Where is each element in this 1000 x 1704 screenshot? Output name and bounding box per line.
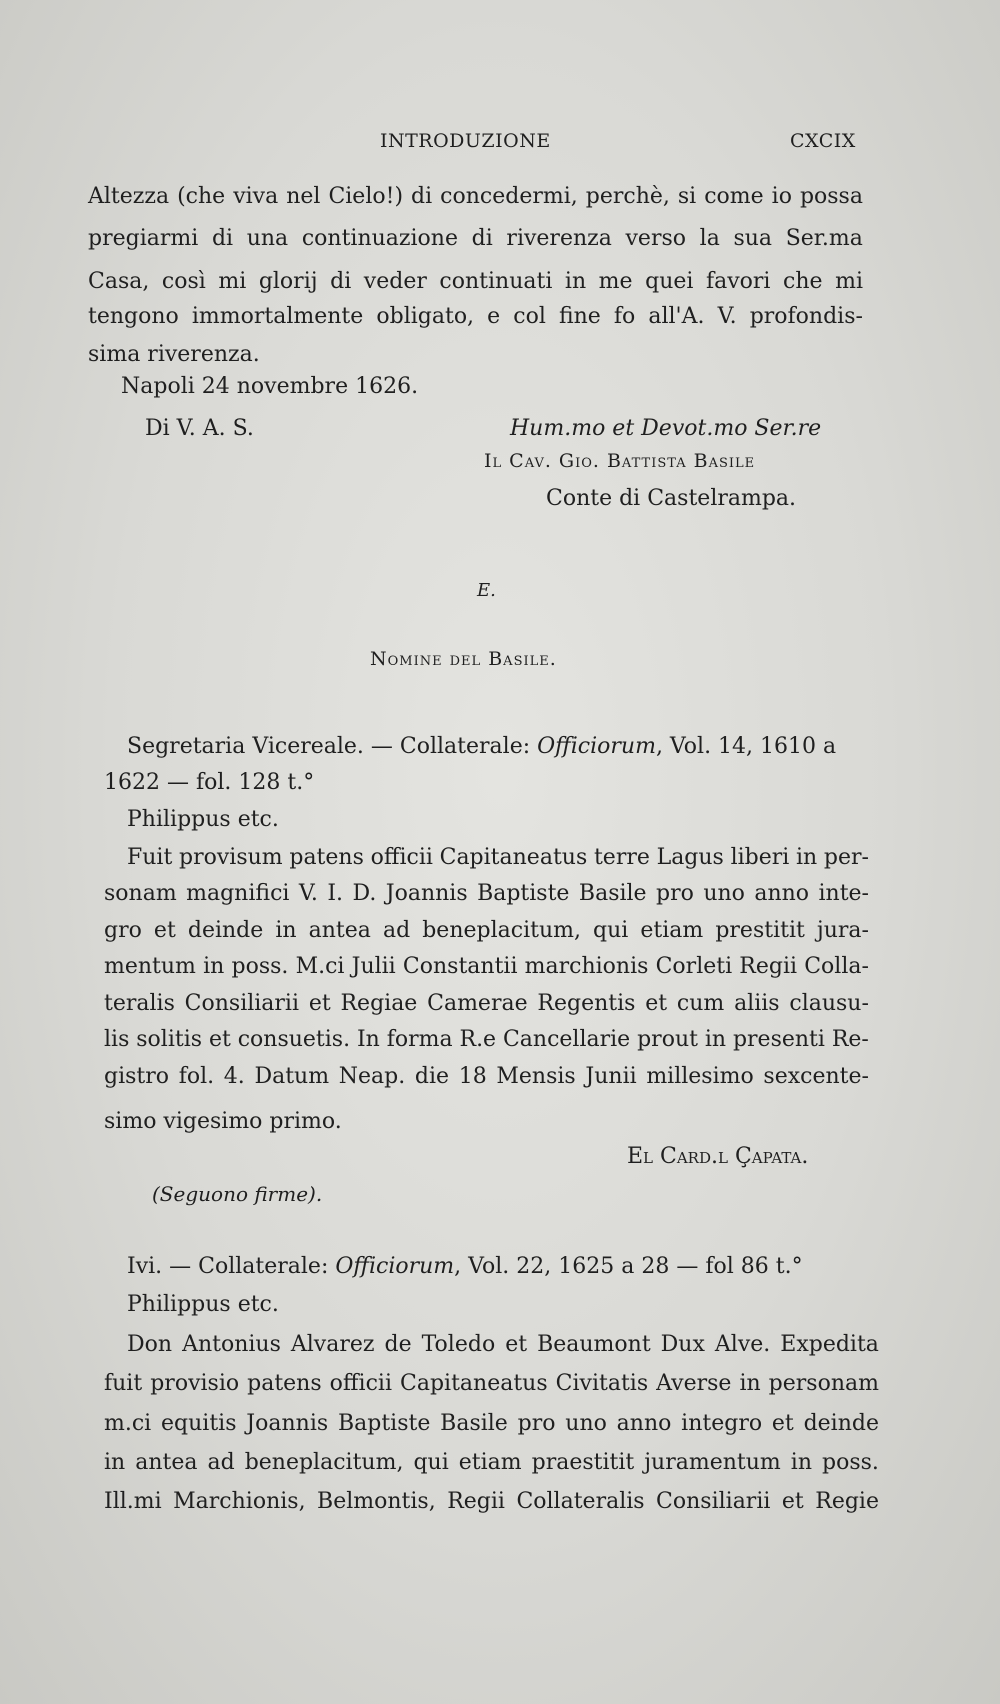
word: Ill.mi xyxy=(104,1489,162,1514)
word: Expedita xyxy=(780,1332,879,1357)
word: si xyxy=(677,184,697,209)
word: in xyxy=(796,845,818,870)
word: Re- xyxy=(831,1027,869,1052)
word: io xyxy=(771,184,792,209)
word: gro xyxy=(104,918,142,943)
word: sua xyxy=(733,226,773,251)
word: Basile xyxy=(578,881,647,906)
word: gistro xyxy=(104,1064,170,1089)
word: Mensis xyxy=(496,1064,576,1089)
word: R.e xyxy=(459,1027,497,1052)
word: Regii xyxy=(447,1489,505,1514)
word: V. xyxy=(717,304,737,329)
word: Baptiste xyxy=(337,1411,431,1436)
word: nel xyxy=(286,184,321,209)
page-number: CXCIX xyxy=(790,130,856,152)
word: Marchionis, xyxy=(173,1489,306,1514)
word: mentum xyxy=(104,954,196,979)
word: Casa, xyxy=(88,269,150,294)
word: praestitit xyxy=(531,1450,635,1475)
word: Junii xyxy=(585,1064,637,1089)
word: e xyxy=(487,304,501,329)
document-line xyxy=(104,1373,879,1395)
word: de xyxy=(384,1332,412,1357)
word: sexcente- xyxy=(763,1064,869,1089)
word: uno xyxy=(565,1411,607,1436)
word: anno xyxy=(616,1411,672,1436)
word: qui xyxy=(593,918,629,943)
word: per- xyxy=(823,845,869,870)
document-source-text: Ivi. — Collaterale: xyxy=(127,1254,336,1279)
word: millesimo xyxy=(646,1064,754,1089)
word: pregiarmi xyxy=(88,226,199,251)
word: officii xyxy=(370,845,433,870)
word: anno xyxy=(754,881,810,906)
word: me xyxy=(598,269,633,294)
document-line xyxy=(104,1491,879,1513)
word: riverenza xyxy=(506,226,612,251)
word: possa xyxy=(799,184,863,209)
word: Toledo xyxy=(421,1332,496,1357)
word: mi xyxy=(835,269,863,294)
word: Don xyxy=(127,1332,173,1357)
word: provisum xyxy=(179,845,283,870)
word: Antonius xyxy=(182,1332,281,1357)
word: Corleti xyxy=(655,954,733,979)
word: obligato, xyxy=(376,304,475,329)
word: liberi xyxy=(730,845,790,870)
word: beneplacitum, xyxy=(422,918,581,943)
word: continuati xyxy=(439,269,553,294)
word: Ser.ma xyxy=(785,226,863,251)
word: deinde xyxy=(187,918,264,943)
word: Constantii xyxy=(402,954,518,979)
document-line xyxy=(104,1066,869,1088)
word: perchè, xyxy=(585,184,670,209)
word: quei xyxy=(645,269,694,294)
word: Joannis xyxy=(385,881,468,906)
letter-signature: Il Cav. Gio. Battista Basile xyxy=(484,450,756,472)
word: In xyxy=(356,1027,380,1052)
letter-line xyxy=(88,228,863,250)
word: forma xyxy=(386,1027,453,1052)
document-line xyxy=(104,920,869,942)
word: poss. xyxy=(822,1450,879,1475)
word: personam xyxy=(768,1371,879,1396)
word: patens xyxy=(289,845,364,870)
word: Collateralis xyxy=(516,1489,645,1514)
letter-line xyxy=(88,271,863,293)
word: inte- xyxy=(818,881,869,906)
word: 4. xyxy=(223,1064,245,1089)
document-line xyxy=(104,883,869,905)
document-line xyxy=(104,1452,879,1474)
word: D. xyxy=(352,881,377,906)
word: di xyxy=(330,269,352,294)
word: equitis xyxy=(161,1411,237,1436)
word: Beaumont xyxy=(537,1332,651,1357)
word: fine xyxy=(558,304,601,329)
word: in xyxy=(739,1371,761,1396)
word: Alve. xyxy=(714,1332,771,1357)
word: Alvarez xyxy=(290,1332,375,1357)
word: Cancellarie xyxy=(502,1027,631,1052)
word: officii xyxy=(329,1371,392,1396)
document-source xyxy=(127,1256,803,1278)
word: provisio xyxy=(150,1371,240,1396)
word: di xyxy=(211,226,234,251)
document-note: (Seguono firme). xyxy=(152,1182,323,1206)
document-line: simo vigesimo primo. xyxy=(104,1109,342,1134)
document-line xyxy=(104,956,869,978)
word: continuazione xyxy=(301,226,458,251)
word: in xyxy=(564,269,587,294)
document-signature: El Card.l Çapata. xyxy=(627,1144,809,1169)
word: fol. xyxy=(178,1064,215,1089)
word: et xyxy=(645,991,668,1016)
word: (che xyxy=(177,184,226,209)
word: pro xyxy=(517,1411,556,1436)
word: fo xyxy=(613,304,636,329)
word: in xyxy=(275,918,297,943)
word: in xyxy=(704,1027,727,1052)
word: profondis- xyxy=(749,304,863,329)
word: in xyxy=(104,1450,126,1475)
word: et xyxy=(505,1332,528,1357)
word: deinde xyxy=(803,1411,879,1436)
word: Consiliarii xyxy=(656,1489,771,1514)
word: veder xyxy=(363,269,427,294)
word: qui xyxy=(413,1450,449,1475)
document-opening: Philippus etc. xyxy=(127,1292,279,1317)
word: cum xyxy=(676,991,725,1016)
section-letter: E. xyxy=(477,580,496,601)
word: Basile xyxy=(440,1411,508,1436)
word: etiam xyxy=(458,1450,522,1475)
word: Regentis xyxy=(537,991,636,1016)
word: Regii xyxy=(739,954,798,979)
word: la xyxy=(699,226,720,251)
word: mi xyxy=(218,269,247,294)
word: Cielo!) xyxy=(328,184,404,209)
word: solitis xyxy=(136,1027,203,1052)
word: et xyxy=(308,991,331,1016)
word: Consiliarii xyxy=(184,991,300,1016)
document-source-text: Segretaria Vicereale. — Collaterale: xyxy=(127,734,538,759)
word: Lagus xyxy=(656,845,724,870)
word: in xyxy=(790,1450,812,1475)
word: jura- xyxy=(816,918,869,943)
document-source-text: , Vol. 22, 1625 a 28 — fol 86 t.° xyxy=(454,1254,803,1279)
letter-line xyxy=(88,186,863,208)
word: ad xyxy=(207,1450,235,1475)
document-source-italic: Officiorum xyxy=(537,734,656,759)
word: prout xyxy=(637,1027,698,1052)
word: Capitaneatus xyxy=(400,1371,548,1396)
document-source-italic: Officiorum xyxy=(335,1254,455,1279)
word: sonam xyxy=(104,881,177,906)
word: Regie xyxy=(815,1489,879,1514)
word: patens xyxy=(247,1371,322,1396)
word: juramentum xyxy=(644,1450,781,1475)
word: Julii xyxy=(351,954,396,979)
document-opening: Philippus etc. xyxy=(127,807,279,832)
word: poss. xyxy=(231,954,289,979)
section-title: Nomine del Basile. xyxy=(370,648,557,670)
letter-signature-title: Conte di Castelrampa. xyxy=(546,486,797,511)
word: Civitatis xyxy=(555,1371,649,1396)
running-header-title: INTRODUZIONE xyxy=(380,130,551,152)
word: così xyxy=(161,269,206,294)
word: col xyxy=(513,304,546,329)
document-line xyxy=(104,993,869,1015)
word: concedermi, xyxy=(440,184,578,209)
word: M.ci xyxy=(295,954,345,979)
word: uno xyxy=(703,881,745,906)
word: 18 xyxy=(458,1064,487,1089)
word: antea xyxy=(308,918,371,943)
word: integro xyxy=(681,1411,763,1436)
word: presenti xyxy=(732,1027,825,1052)
word: ad xyxy=(382,918,411,943)
word: V. xyxy=(298,881,318,906)
document-line xyxy=(127,847,869,869)
word: Baptiste xyxy=(477,881,570,906)
word: Capitaneatus xyxy=(439,845,588,870)
word: viva xyxy=(233,184,279,209)
word: che xyxy=(783,269,823,294)
document-line xyxy=(127,1334,879,1356)
word: glorij xyxy=(258,269,318,294)
word: Neap. xyxy=(338,1064,406,1089)
letter-line: sima riverenza. xyxy=(88,342,260,367)
document-line xyxy=(104,1029,869,1051)
word: Averse xyxy=(656,1371,732,1396)
word: etiam xyxy=(640,918,704,943)
word: pro xyxy=(656,881,694,906)
document-source-text: , Vol. 14, 1610 a xyxy=(655,734,837,759)
word: et xyxy=(771,1411,794,1436)
word: Camerae xyxy=(427,991,528,1016)
word: Colla- xyxy=(804,954,869,979)
word: lis xyxy=(104,1027,130,1052)
word: una xyxy=(246,226,289,251)
letter-date: Napoli 24 novembre 1626. xyxy=(121,374,419,399)
word: in xyxy=(203,954,225,979)
word: die xyxy=(414,1064,450,1089)
word: Datum xyxy=(254,1064,330,1089)
document-line xyxy=(104,1413,879,1435)
word: I. xyxy=(327,881,344,906)
word: terre xyxy=(593,845,650,870)
word: prestitit xyxy=(715,918,805,943)
word: et xyxy=(208,1027,231,1052)
letter-closing: Hum.mo et Devot.mo Ser.re xyxy=(510,416,822,441)
word: Regiae xyxy=(340,991,418,1016)
word: Joannis xyxy=(246,1411,329,1436)
word: aliis xyxy=(734,991,780,1016)
word: Altezza xyxy=(88,184,170,209)
letter-salutation: Di V. A. S. xyxy=(145,416,254,441)
word: come xyxy=(704,184,764,209)
word: di xyxy=(471,226,493,251)
word: m.ci xyxy=(104,1411,152,1436)
word: magnifici xyxy=(186,881,290,906)
word: immortalmente xyxy=(191,304,364,329)
word: tengono xyxy=(88,304,179,329)
word: marchionis xyxy=(524,954,649,979)
word: Dux xyxy=(660,1332,705,1357)
word: Belmontis, xyxy=(317,1489,436,1514)
word: favori xyxy=(705,269,771,294)
word: et xyxy=(781,1489,804,1514)
letter-line xyxy=(88,306,863,328)
word: clausu- xyxy=(789,991,869,1016)
word: verso xyxy=(625,226,686,251)
word: di xyxy=(411,184,433,209)
word: Fuit xyxy=(127,845,173,870)
word: fuit xyxy=(104,1371,143,1396)
word: beneplacitum, xyxy=(244,1450,404,1475)
document-source xyxy=(127,736,836,758)
document-source-continuation: 1622 — fol. 128 t.° xyxy=(104,770,315,795)
word: et xyxy=(153,918,176,943)
word: teralis xyxy=(104,991,175,1016)
word: antea xyxy=(135,1450,198,1475)
word: all'A. xyxy=(648,304,705,329)
word: consuetis. xyxy=(237,1027,351,1052)
